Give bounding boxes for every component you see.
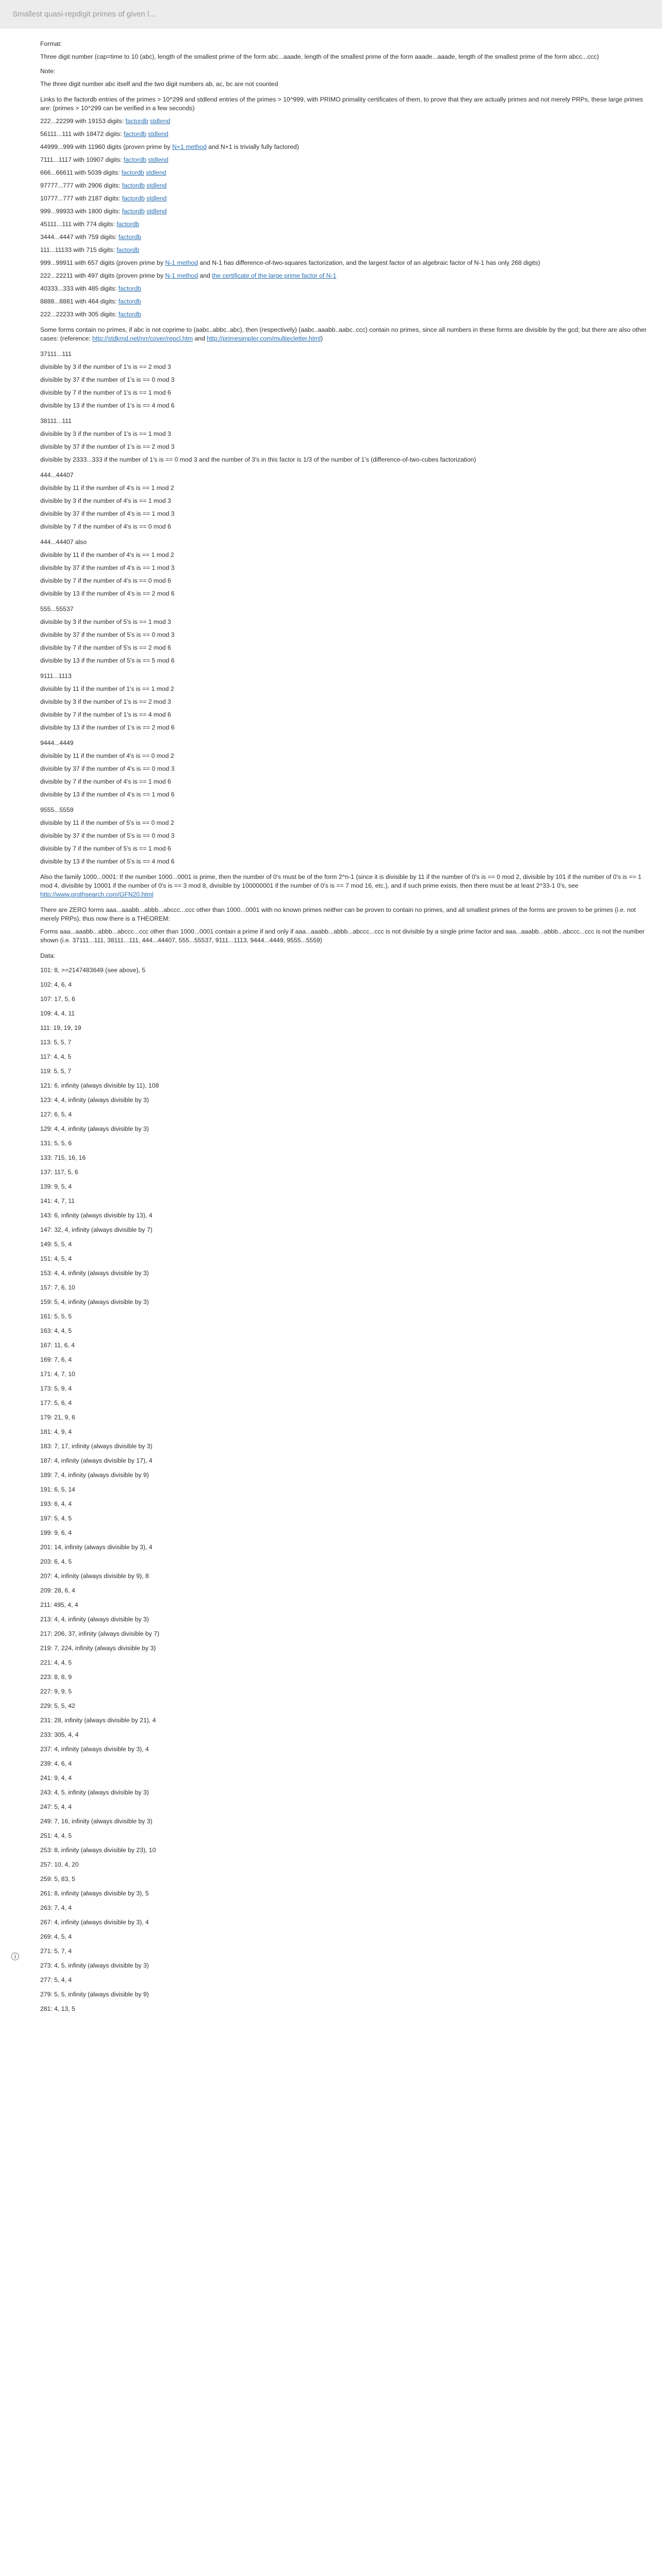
group-line: divisible by 3 if the number of 1's is == 2 mod 3 — [40, 363, 171, 370]
data-row: 203: 6, 4, 5 — [40, 1558, 72, 1565]
factordb-entry — [40, 310, 652, 319]
group-line: divisible by 37 if the number of 4's is == 0 mod 3 — [40, 765, 175, 772]
data-row: 187: 4, infinity (always divisible by 17), 4 — [40, 1457, 153, 1464]
group-line: divisible by 13 if the number of 4's is == 1 mod 6 — [40, 791, 175, 798]
data-row: 121: 6, infinity (always divisible by 11), 108 — [40, 1082, 159, 1089]
factordb-entry — [40, 207, 652, 216]
data-row: 231: 28, infinity (always divisible by 21), 4 — [40, 1717, 156, 1724]
entry-text: 7111...1117 with 10907 digits: — [40, 156, 124, 163]
data-row: 179: 21, 9, 6 — [40, 1414, 75, 1421]
entry-link[interactable]: factordb — [122, 195, 145, 202]
data-row: 257: 10, 4, 20 — [40, 1861, 79, 1868]
group-title: 9444...4449 — [40, 739, 74, 747]
entry-text: 44999...999 with 11960 digits (proven prime by — [40, 143, 172, 150]
data-row: 237: 4, infinity (always divisible by 3), 4 — [40, 1745, 149, 1753]
data-row: 143: 6, infinity (always divisible by 13), 4 — [40, 1212, 153, 1219]
title-bar — [0, 0, 662, 28]
data-row: 109: 4, 4, 11 — [40, 1010, 75, 1017]
group-line: divisible by 37 if the number of 4's is == 1 mod 3 — [40, 510, 175, 517]
data-row: 107: 17, 5, 6 — [40, 995, 75, 1003]
data-row: 117: 4, 4, 5 — [40, 1053, 72, 1060]
factordb-entry — [40, 168, 652, 177]
group-title: 38111...111 — [40, 417, 72, 425]
group-line: divisible by 11 if the number of 4's is == 1 mod 2 — [40, 484, 174, 492]
group-title: 37111...111 — [40, 350, 72, 358]
group-line: divisible by 2333...333 if the number of 1's is == 0 mod 3 and the number of 3's in this factor is 1/3 of the number of 1's (difference-of-two-cubes factorization) — [40, 456, 476, 463]
data-row: 119: 5, 5, 7 — [40, 1067, 72, 1075]
entry-text: 97777...777 with 2906 digits: — [40, 182, 122, 189]
entry-link[interactable]: stdlend — [150, 117, 171, 125]
entry-link[interactable]: factordb — [125, 117, 148, 125]
group-line: divisible by 37 if the number of 1's is == 0 mod 3 — [40, 376, 175, 383]
group-line: divisible by 3 if the number of 4's is == 1 mod 3 — [40, 497, 171, 504]
group-title: 555...55537 — [40, 605, 74, 613]
family-text-body: Also the family 1000...0001: If the number 1000...0001 is prime, then the number of 0's must be of the form 2^n-1 (since it is divisible by 11 if the number of 0's is == 0 mod 2, divisible by 101 if the number of 0's is == 1 mod 4, divisible by 10001 if the number of 0's is == 3 mod 8, divisible by 100000001 if the number of 0's is == 7 mod 16, etc.), and if such prime exists, then there must be at least 2^33-1 0's, see — [40, 873, 642, 889]
factordb-entry — [40, 233, 652, 242]
group-line: divisible by 11 if the number of 5's is == 0 mod 2 — [40, 819, 174, 826]
data-row: 183: 7, 17, infinity (always divisible by 3) — [40, 1443, 153, 1450]
group-line: divisible by 7 if the number of 4's is == 0 mod 6 — [40, 523, 171, 530]
entry-text: 666...66611 with 5039 digits: — [40, 169, 122, 176]
group-line: divisible by 13 if the number of 4's is == 2 mod 6 — [40, 590, 175, 597]
group-line: divisible by 7 if the number of 5's is == 1 mod 6 — [40, 845, 171, 852]
data-row: 253: 8, infinity (always divisible by 23), 10 — [40, 1846, 156, 1854]
data-row: 139: 9, 5, 4 — [40, 1183, 72, 1190]
format-text: Three digit number (cap=time to 10 (abc), length of the smallest prime of the form abc...aaade, length of the smallest prime of the form aaade...aaade, length of the smallest prime of the form abcc...ccc) — [40, 53, 599, 60]
group-line: divisible by 7 if the number of 4's is == 1 mod 6 — [40, 778, 171, 785]
data-row: 271: 5, 7, 4 — [40, 1947, 72, 1955]
entry-link[interactable]: factordb — [122, 182, 145, 189]
data-row: 189: 7, 4, infinity (always divisible by 9) — [40, 1471, 149, 1479]
entry-link[interactable]: N-1 method — [165, 259, 198, 266]
entry-text: 40333...333 with 485 digits: — [40, 285, 119, 292]
page-title: Smallest quasi-repdigit primes of given l... — [12, 9, 156, 19]
entry-link[interactable]: N-1 method — [165, 272, 198, 279]
zero-forms-text: There are ZERO forms aaa...aaabb...abbb...abccc...ccc other than 1000...0001 with no known primes neither can be proven to contain no primes, and all smallest primes of the forms are proven to be primes (i.e. not merely PRPs), thus now there is a THEOREM: — [40, 906, 636, 922]
document-body — [0, 28, 662, 2013]
data-row: 261: 8, infinity (always divisible by 3), 5 — [40, 1890, 149, 1897]
data-row: 281: 4, 13, 5 — [40, 2005, 75, 2012]
factordb-entry — [40, 130, 652, 139]
data-row: 157: 7, 6, 10 — [40, 1284, 75, 1291]
data-row: 163: 4, 4, 5 — [40, 1327, 72, 1334]
data-row: 227: 9, 9, 5 — [40, 1688, 72, 1695]
data-row: 223: 8, 8, 9 — [40, 1673, 72, 1681]
group-line: divisible by 13 if the number of 1's is == 4 mod 6 — [40, 402, 175, 409]
group-title: 9111...1113 — [40, 672, 72, 680]
factordb-entry — [40, 143, 652, 151]
factordb-entry — [40, 246, 652, 255]
data-row: 207: 4, infinity (always divisible by 9), 8 — [40, 1572, 149, 1580]
group-line: divisible by 11 if the number of 4's is == 0 mod 2 — [40, 752, 174, 759]
entry-text: 3444...4447 with 759 digits: — [40, 233, 119, 241]
entry-text: 222...22299 with 19153 digits: — [40, 117, 126, 125]
factordb-entry — [40, 156, 652, 164]
data-row: 197: 5, 4, 5 — [40, 1515, 72, 1522]
group-line: divisible by 11 if the number of 1's is == 1 mod 2 — [40, 685, 174, 692]
group-line: divisible by 37 if the number of 4's is == 1 mod 3 — [40, 564, 175, 571]
divisibility-groups — [40, 350, 652, 866]
forms-intro — [40, 326, 652, 343]
data-row: 123: 4, 4, infinity (always divisible by 3) — [40, 1096, 149, 1104]
entry-text: 111...11133 with 715 digits: — [40, 246, 117, 253]
data-row: 201: 14, infinity (always divisible by 3), 4 — [40, 1544, 153, 1551]
data-row: 193: 6, 4, 4 — [40, 1500, 72, 1507]
group-line: divisible by 3 if the number of 5's is == 1 mod 3 — [40, 618, 171, 625]
data-row: 111: 19, 19, 19 — [40, 1024, 81, 1031]
entry-link[interactable]: the certificate of the large prime factor of N-1 — [212, 272, 337, 279]
data-row: 267: 4, infinity (always divisible by 3), 4 — [40, 1919, 149, 1926]
entry-link[interactable]: factordb — [123, 156, 146, 163]
links-intro: Links to the factordb entries of the primes > 10^299 and stdlend entries of the primes > 10^999, with PRIMO primality certificates of them, to prove that they are actually primes and not merely PRPs, these large primes are: (primes > 10^299 can be verified in a few seconds) — [40, 96, 643, 112]
data-row: 243: 4, 5, infinity (always divisible by 3) — [40, 1789, 149, 1796]
entry-link[interactable]: stdlend — [146, 195, 167, 202]
entry-link[interactable]: stdlend — [146, 169, 167, 176]
entry-text: 45111...111 with 774 digits: — [40, 221, 117, 228]
entry-link[interactable]: factordb — [118, 311, 141, 318]
data-row: 169: 7, 6, 4 — [40, 1356, 72, 1363]
group-line: divisible by 11 if the number of 4's is == 1 mod 2 — [40, 551, 174, 558]
factordb-entry — [40, 117, 652, 126]
group-line: divisible by 13 if the number of 5's is == 4 mod 6 — [40, 858, 175, 865]
group-line: divisible by 37 if the number of 1's is == 2 mod 3 — [40, 443, 175, 450]
entry-text: 10777...777 with 2187 digits: — [40, 195, 122, 202]
family-text — [40, 873, 652, 899]
entry-text: 222...22233 with 305 digits: — [40, 311, 119, 318]
group-line: divisible by 37 if the number of 5's is == 0 mod 3 — [40, 832, 175, 839]
data-row: 149: 5, 5, 4 — [40, 1241, 72, 1248]
factordb-entry — [40, 194, 652, 203]
data-row: 217: 206, 37, infinity (always divisible by 7) — [40, 1630, 160, 1637]
data-row: 233: 305, 4, 4 — [40, 1731, 79, 1738]
data-row: 259: 5, 83, 5 — [40, 1875, 75, 1883]
data-row: 249: 7, 16, infinity (always divisible by 3) — [40, 1818, 153, 1825]
entry-tail: and N+1 is trivially fully factored) — [206, 143, 299, 150]
group-line: divisible by 7 if the number of 1's is == 1 mod 6 — [40, 389, 171, 396]
entry-text: 56111...111 with 18472 digits: — [40, 130, 124, 138]
entry-link[interactable]: stdlend — [146, 208, 167, 215]
data-row: 141: 4, 7, 11 — [40, 1197, 75, 1205]
group-title: 9555...5559 — [40, 806, 74, 814]
data-row: 171: 4, 7, 10 — [40, 1370, 75, 1378]
entry-link[interactable]: factordb — [121, 169, 144, 176]
factordb-entry — [40, 181, 652, 190]
factordb-entry — [40, 284, 652, 293]
theorem-text: Forms aaa...aaabb...abbb...abccc...ccc other than 1000...0001 contain a prime if and only if aaa...aaabb...abbb...abccc...ccc is not divisible by a single prime factor and aaa...aaabb...abbb...abccc...ccc is not the number shown (i.e. 37111...111, 38111...111, 444...44407, 555...55537, 9111...1113, 9444...4449, 9555...5559) — [40, 928, 645, 944]
data-heading: Data: — [40, 952, 56, 959]
entry-tail: and N-1 has difference-of-two-squares factorization, and the largest factor of an algebraic factor of N-1 has only 268 digits) — [198, 259, 540, 266]
data-row: 147: 32, 4, infinity (always divisible by 7) — [40, 1226, 153, 1233]
factordb-entry — [40, 220, 652, 229]
data-row: 229: 5, 5, 42 — [40, 1702, 75, 1709]
data-row: 177: 5, 6, 4 — [40, 1399, 72, 1406]
data-row: 113: 5, 5, 7 — [40, 1039, 72, 1046]
data-row: 209: 28, 6, 4 — [40, 1587, 75, 1594]
info-icon[interactable]: i — [11, 1953, 19, 1960]
group-line: divisible by 3 if the number of 1's is == 2 mod 3 — [40, 698, 171, 705]
entry-link[interactable]: factordb — [117, 221, 140, 228]
entry-link[interactable]: factordb — [123, 130, 146, 138]
data-row: 247: 5, 4, 4 — [40, 1803, 72, 1810]
data-row: 219: 7, 224, infinity (always divisible by 3) — [40, 1645, 156, 1652]
entry-link[interactable]: factordb — [118, 298, 141, 305]
entry-link[interactable]: factordb — [122, 208, 145, 215]
group-line: divisible by 13 if the number of 1's is == 2 mod 6 — [40, 724, 175, 731]
data-row: 221: 4, 4, 5 — [40, 1659, 72, 1666]
reference-link-2[interactable]: http://primesimpler.com/multiecletter.html — [207, 335, 321, 342]
data-row: 269: 4, 5, 4 — [40, 1933, 72, 1940]
data-list — [40, 966, 652, 2013]
group-line: divisible by 13 if the number of 5's is == 5 mod 6 — [40, 657, 175, 664]
data-row: 213: 4, 4, infinity (always divisible by 3) — [40, 1616, 149, 1623]
entry-link[interactable]: factordb — [118, 285, 141, 292]
factordb-list — [40, 117, 652, 319]
group-line: divisible by 7 if the number of 5's is == 2 mod 6 — [40, 644, 171, 651]
data-row: 279: 5, 5, infinity (always divisible by 9) — [40, 1991, 149, 1998]
data-row: 131: 5, 5, 6 — [40, 1140, 72, 1147]
entry-text: 999...99911 with 657 digits (proven prime by — [40, 259, 166, 266]
group-line: divisible by 7 if the number of 1's is == 4 mod 6 — [40, 711, 171, 718]
data-row: 151: 4, 5, 4 — [40, 1255, 72, 1262]
forms-intro-text: Some forms contain no primes, if abc is not coprime to (aabc..abbc..abc), then (respectively) (aabc..aaabb..aabc..ccc) contain no primes, since all numbers in these forms are divisible by the gcd; but there are also other cases: (reference: — [40, 326, 647, 342]
data-row: 129: 4, 4, infinity (always divisible by 3) — [40, 1125, 149, 1132]
group-line: divisible by 7 if the number of 4's is == 0 mod 6 — [40, 577, 171, 584]
data-row: 273: 4, 5, infinity (always divisible by 3) — [40, 1962, 149, 1969]
entry-link[interactable]: stdlend — [148, 130, 169, 138]
entry-link[interactable]: factordb — [117, 246, 140, 253]
data-row: 241: 9, 4, 4 — [40, 1774, 72, 1782]
data-row: 133: 715, 16, 16 — [40, 1154, 86, 1161]
data-row: 102: 4, 6, 4 — [40, 981, 72, 988]
group-title: 444...44407 also — [40, 538, 87, 546]
entry-link[interactable]: N+1 method — [172, 143, 207, 150]
data-row: 199: 9, 6, 4 — [40, 1529, 72, 1536]
note-text: The three digit number abc itself and the two digit numbers ab, ac, bc are not counted — [40, 80, 278, 88]
data-row: 137: 117, 5, 6 — [40, 1168, 78, 1176]
forms-and: and — [194, 335, 205, 342]
family-link[interactable]: http://www.prothsearch.com/GFN20.html — [40, 891, 154, 898]
data-row: 153: 4, 4, infinity (always divisible by 3) — [40, 1269, 149, 1277]
entry-link[interactable]: factordb — [118, 233, 141, 241]
factordb-entry: 222...22211 with 497 digits (proven prime by N-1 method and the certificate of the large prime factor of N-1 — [40, 272, 337, 279]
data-row: 263: 7, 4, 4 — [40, 1904, 72, 1911]
group-line: divisible by 3 if the number of 1's is == 1 mod 3 — [40, 430, 171, 437]
factordb-entry — [40, 259, 652, 267]
data-row: 277: 5, 4, 4 — [40, 1976, 72, 1984]
entry-text: 8888...8881 with 464 digits: — [40, 298, 119, 305]
data-row: 159: 5, 4, infinity (always divisible by 3) — [40, 1298, 149, 1306]
group-line: divisible by 37 if the number of 5's is == 0 mod 3 — [40, 631, 175, 638]
data-row: 161: 5, 5, 5 — [40, 1313, 72, 1320]
data-row: 239: 4, 6, 4 — [40, 1760, 72, 1767]
data-row: 191: 6, 5, 14 — [40, 1486, 75, 1493]
format-heading: Format: — [40, 40, 62, 47]
factordb-entry — [40, 297, 652, 306]
entry-text: 999...99933 with 1800 digits: — [40, 208, 122, 215]
data-row: 181: 4, 9, 4 — [40, 1428, 72, 1435]
data-row: 127: 6, 5, 4 — [40, 1111, 72, 1118]
data-row: 101: 8, >=2147483649 (see above), 5 — [40, 967, 145, 974]
note-heading: Note: — [40, 67, 56, 75]
data-row: 251: 4, 4, 5 — [40, 1832, 72, 1839]
group-title: 444...44407 — [40, 471, 74, 479]
reference-link-1[interactable]: http://stdkmd.net/nrr/cover/repcl.htm — [92, 335, 193, 342]
data-row: 173: 5, 9, 4 — [40, 1385, 72, 1392]
data-row: 211: 495, 4, 4 — [40, 1601, 78, 1608]
entry-text: 222...22211 with 497 digits (proven prime by — [40, 272, 166, 279]
forms-close: ) — [320, 335, 323, 342]
entry-link[interactable]: stdlend — [146, 182, 167, 189]
entry-link[interactable]: stdlend — [148, 156, 169, 163]
data-row: 167: 11, 6, 4 — [40, 1342, 75, 1349]
